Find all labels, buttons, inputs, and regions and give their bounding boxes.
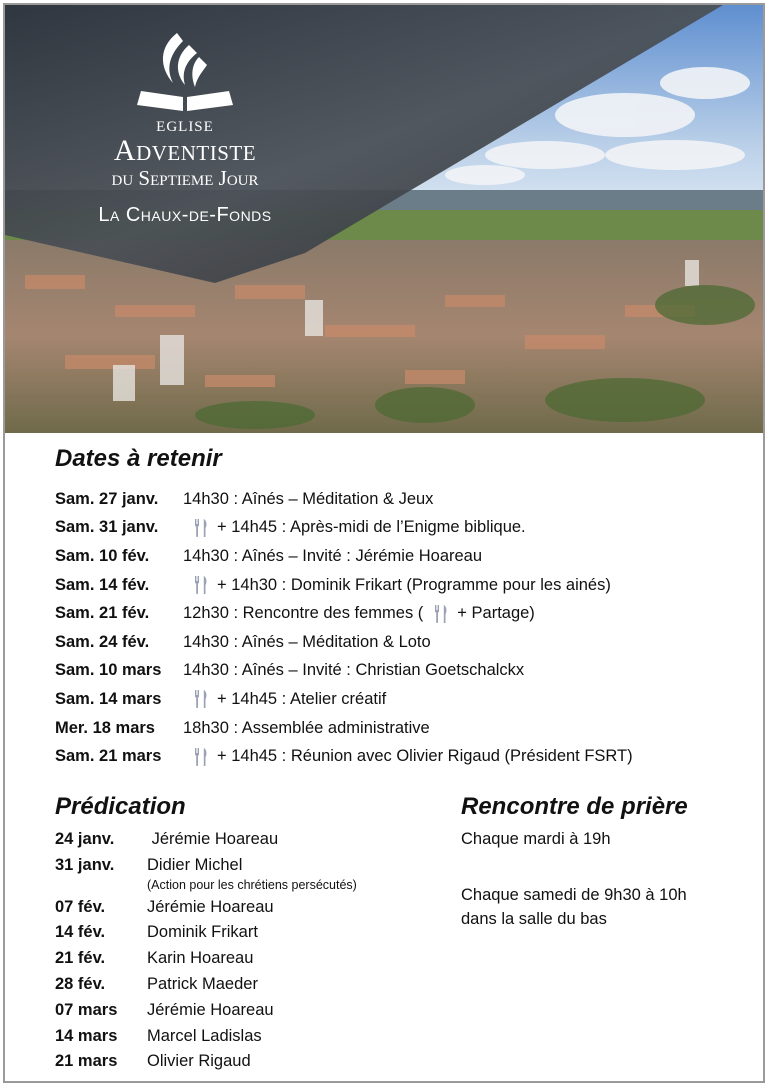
fork-knife-icon bbox=[191, 689, 211, 709]
dates-section-title: Dates à retenir bbox=[55, 445, 222, 472]
hero-photo bbox=[5, 5, 763, 433]
prayer-section-title: Rencontre de prière bbox=[461, 793, 688, 820]
date-event-text: 14h30 : Aînés – Méditation & Jeux bbox=[183, 489, 434, 508]
logo-line-septieme-jour: du Septieme Jour bbox=[111, 166, 259, 190]
date-label: Sam. 10 mars bbox=[55, 661, 162, 680]
predication-date: 14 mars bbox=[55, 1026, 118, 1045]
date-event bbox=[183, 490, 433, 509]
predication-note: (Action pour les chrétiens persécutés) bbox=[147, 877, 357, 892]
date-event bbox=[183, 719, 430, 738]
predication-speaker: Didier Michel bbox=[147, 855, 243, 874]
prayer-saturday: Chaque samedi de 9h30 à 10h bbox=[461, 886, 687, 904]
predication-row bbox=[55, 895, 435, 921]
date-event-text: 12h30 : Rencontre des femmes ( bbox=[183, 604, 424, 623]
date-row bbox=[55, 685, 755, 714]
date-label: Sam. 21 fév. bbox=[55, 604, 150, 623]
fork-knife-icon bbox=[191, 575, 211, 595]
flame-bible-icon bbox=[137, 27, 233, 113]
prayer-location: dans la salle du bas bbox=[461, 910, 607, 928]
predication-row bbox=[55, 1024, 435, 1050]
predication-date: 07 fév. bbox=[55, 897, 106, 916]
prayer-tuesday: Chaque mardi à 19h bbox=[461, 830, 611, 848]
predication-row bbox=[55, 1049, 435, 1075]
date-event-text: 14h30 : Aînés – Invité : Christian Goetschalckx bbox=[183, 661, 525, 680]
date-event bbox=[183, 661, 524, 680]
predication-row bbox=[55, 853, 435, 879]
predication-row bbox=[55, 920, 435, 946]
date-row bbox=[55, 571, 755, 600]
logo-line-adventiste: Adventiste bbox=[113, 134, 257, 167]
fork-knife-icon bbox=[191, 747, 211, 767]
date-label: Sam. 31 janv. bbox=[55, 518, 159, 537]
predication-date: 24 janv. bbox=[55, 830, 115, 848]
date-row bbox=[55, 514, 755, 543]
predication-date: 28 fév. bbox=[55, 974, 106, 993]
predication-row bbox=[55, 827, 435, 853]
predication-date: 21 mars bbox=[55, 1052, 118, 1071]
predication-date: 14 fév. bbox=[55, 923, 106, 942]
predication-date: 07 mars bbox=[55, 1000, 118, 1019]
fork-knife-icon bbox=[191, 518, 211, 538]
date-label: Sam. 10 fév. bbox=[55, 546, 150, 565]
predication-date: 31 janv. bbox=[55, 855, 115, 874]
predication-list bbox=[55, 827, 435, 1075]
date-event-text: 18h30 : Assemblée administrative bbox=[183, 718, 430, 737]
dates-list bbox=[55, 485, 755, 771]
date-label: Mer. 18 mars bbox=[55, 718, 155, 737]
date-event-text: + 14h45 : Après-midi de l’Enigme biblique. bbox=[217, 518, 526, 537]
date-event bbox=[183, 747, 633, 767]
date-row bbox=[55, 628, 755, 657]
date-event bbox=[183, 604, 535, 624]
date-event-text: 14h30 : Aînés – Méditation & Loto bbox=[183, 632, 431, 651]
predication-row bbox=[55, 972, 435, 998]
date-row bbox=[55, 742, 755, 771]
predication-speaker: Jérémie Hoareau bbox=[147, 1000, 274, 1019]
logo-line-eglise: EGLISE bbox=[156, 119, 214, 135]
date-label: Sam. 14 fév. bbox=[55, 575, 150, 594]
date-row bbox=[55, 485, 755, 514]
date-event bbox=[183, 518, 526, 538]
predication-speaker: Jérémie Hoareau bbox=[147, 897, 274, 916]
prayer-info bbox=[461, 827, 751, 931]
predication-speaker: Marcel Ladislas bbox=[147, 1026, 262, 1045]
church-logo bbox=[65, 27, 305, 227]
date-event bbox=[183, 575, 611, 595]
date-event-text-after: + Partage) bbox=[457, 604, 535, 623]
flyer bbox=[3, 3, 765, 1083]
predication-section-title: Prédication bbox=[55, 793, 186, 820]
predication-date: 21 fév. bbox=[55, 949, 106, 968]
fork-knife-icon bbox=[431, 604, 451, 624]
date-event-text: 14h30 : Aînés – Invité : Jérémie Hoareau bbox=[183, 546, 483, 565]
date-event-text: + 14h45 : Réunion avec Olivier Rigaud (Président FSRT) bbox=[217, 747, 633, 766]
logo-city: La Chaux-de-Fonds bbox=[98, 204, 272, 226]
predication-speaker: Jérémie Hoareau bbox=[147, 830, 279, 848]
predication-speaker: Patrick Maeder bbox=[147, 974, 258, 993]
predication-row bbox=[55, 946, 435, 972]
predication-speaker: Karin Hoareau bbox=[147, 949, 254, 968]
date-label: Sam. 21 mars bbox=[55, 747, 162, 766]
date-row bbox=[55, 599, 755, 628]
predication-speaker: Dominik Frikart bbox=[147, 923, 258, 942]
date-label: Sam. 27 janv. bbox=[55, 489, 159, 508]
date-label: Sam. 14 mars bbox=[55, 689, 162, 708]
date-row bbox=[55, 542, 755, 571]
date-event bbox=[183, 633, 431, 652]
date-row bbox=[55, 714, 755, 743]
predication-speaker: Olivier Rigaud bbox=[147, 1052, 251, 1071]
date-event bbox=[183, 547, 482, 566]
date-row bbox=[55, 657, 755, 686]
predication-row bbox=[55, 998, 435, 1024]
date-label: Sam. 24 fév. bbox=[55, 632, 150, 651]
date-event bbox=[183, 689, 386, 709]
date-event-text: + 14h30 : Dominik Frikart (Programme pour les ainés) bbox=[217, 575, 611, 594]
date-event-text: + 14h45 : Atelier créatif bbox=[217, 689, 387, 708]
